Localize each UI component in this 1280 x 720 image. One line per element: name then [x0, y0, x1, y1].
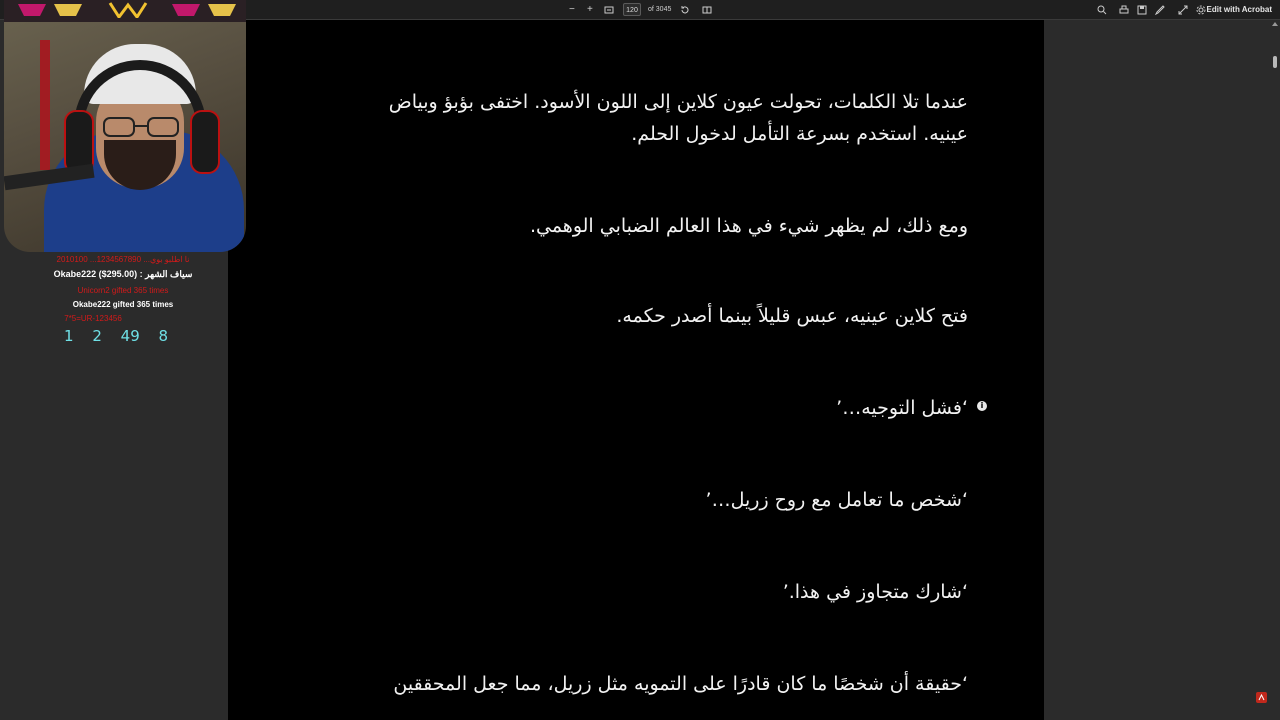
pdf-page — [228, 20, 1044, 720]
counter-value: 49 — [120, 327, 140, 345]
decoration-icon — [18, 2, 46, 18]
zoom-in-icon[interactable]: + — [587, 4, 593, 15]
rotate-icon[interactable] — [679, 4, 691, 16]
page-total-label: of 3045 — [648, 6, 672, 13]
zoom-out-icon[interactable]: − — [569, 4, 575, 15]
overlay-gift-line: Unicorn2 gifted 365 times — [77, 286, 169, 295]
settings-icon[interactable] — [1195, 4, 1207, 16]
glasses — [102, 116, 180, 138]
overlay-counters — [64, 327, 182, 345]
paragraph-line: ‘حقيقة أن شخصًا ما كان قادرًا على التمويه مثل زريل، مما جعل المحققين — [393, 673, 968, 695]
paragraph-line: فتح كلاين عينيه، عبس قليلاً بينما أصدر حكمه. — [616, 305, 968, 327]
decoration-icon — [208, 2, 236, 18]
scroll-up-arrow[interactable] — [1272, 22, 1278, 26]
scrollbar-thumb[interactable] — [1273, 56, 1277, 68]
page-layout-icon[interactable] — [701, 4, 713, 16]
crown-icon — [108, 2, 148, 18]
overlay-ticker-line: نا اطلبو بوي... 1234567890... 2010100 — [56, 255, 190, 264]
overlay-gift-line: Okabe222 gifted 365 times — [72, 300, 174, 309]
fill-sign-icon[interactable] — [1154, 4, 1166, 16]
mic-stand — [40, 40, 50, 170]
print-icon[interactable] — [1118, 4, 1130, 16]
paragraph-line: ‘شخص ما تعامل مع روح زريل…’ — [705, 489, 968, 511]
page-number-input[interactable]: 120 — [623, 3, 641, 16]
expand-icon[interactable] — [1177, 4, 1189, 16]
counter-value: 1 — [64, 327, 74, 345]
headphone-ear-right — [190, 110, 220, 174]
counter-value: 8 — [158, 327, 169, 345]
paragraph-line: ‘شارك متجاوز في هذا.’ — [782, 581, 968, 603]
search-icon[interactable] — [1096, 4, 1108, 16]
paragraph-line: ومع ذلك، لم يظهر شيء في هذا العالم الضبابي الوهمي. — [529, 215, 968, 237]
webcam-overlay — [4, 0, 246, 252]
overlay-top-donor: Okabe222 ($295.00) : سياف الشهر — [53, 269, 193, 279]
save-icon[interactable] — [1136, 4, 1148, 16]
paragraph-line: ‘فشل التوجيه…’ — [836, 397, 968, 419]
info-icon[interactable]: i — [977, 401, 987, 411]
overlay-code-line: 7*5=UR-123456 — [64, 314, 122, 323]
paragraph-line: عندما تلا الكلمات، تحولت عيون كلاين إلى اللون الأسود. اختفى بؤبؤ وبياض — [388, 91, 968, 113]
decoration-icon — [172, 2, 200, 18]
fit-page-icon[interactable] — [603, 4, 615, 16]
decoration-icon — [54, 2, 82, 18]
paragraph-line: عينيه. استخدم بسرعة التأمل لدخول الحلم. — [631, 123, 968, 145]
right-gutter — [1044, 20, 1280, 720]
acrobat-icon[interactable] — [1256, 692, 1267, 703]
edit-with-acrobat-button[interactable]: Edit with Acrobat — [1206, 5, 1272, 14]
counter-value: 2 — [92, 327, 102, 345]
